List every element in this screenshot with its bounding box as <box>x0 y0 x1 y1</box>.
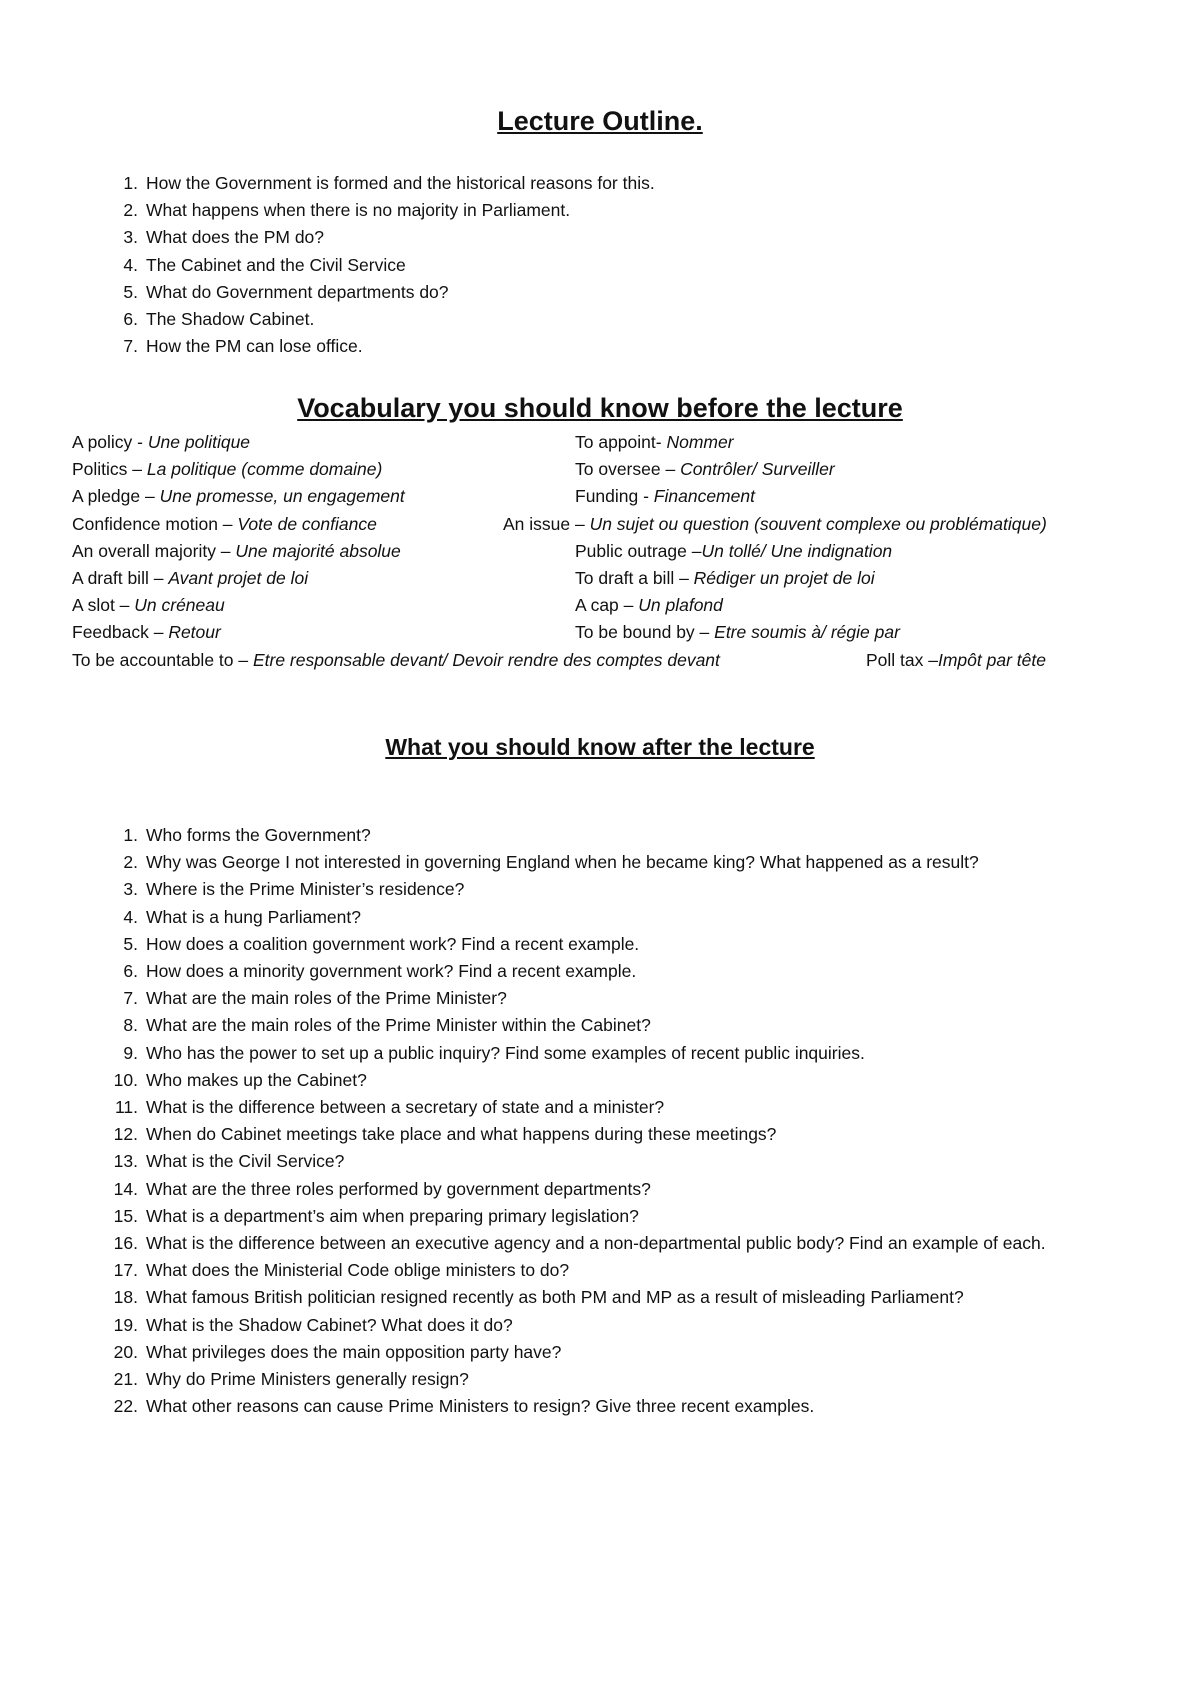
list-number: 19. <box>113 1314 138 1335</box>
list-item-text: What are the main roles of the Prime Minister within the Cabinet? <box>146 1015 651 1036</box>
vocab-term: Feedback – <box>72 622 169 643</box>
vocab-translation: Etre responsable devant/ Devoir rendre des comptes devant <box>252 649 720 670</box>
outline-item <box>123 333 1146 360</box>
question-item <box>123 985 1126 1012</box>
outline-item <box>123 306 1146 333</box>
list-item-text: What is the Shadow Cabinet? What does it do? <box>146 1314 513 1335</box>
list-item-text: What are the main roles of the Prime Minister? <box>146 988 507 1009</box>
vocab-entry-right <box>575 429 734 456</box>
list-number: 12. <box>113 1124 138 1145</box>
question-item <box>123 904 1126 931</box>
vocab-entry-right <box>575 538 892 565</box>
after-lecture-questions <box>113 822 1126 1420</box>
list-item-text: What other reasons can cause Prime Ministers to resign? Give three recent examples. <box>146 1396 815 1417</box>
list-item-text: What privileges does the main opposition party have? <box>146 1341 562 1362</box>
vocab-translation: Vote de confiance <box>237 513 377 534</box>
list-item-text: Who has the power to set up a public inquiry? Find some examples of recent public inquiries. <box>146 1042 865 1063</box>
question-item <box>113 1176 1126 1203</box>
list-item-text: Who forms the Government? <box>146 825 371 845</box>
list-number: 10. <box>113 1069 138 1090</box>
list-item-text: How the Government is formed and the historical reasons for this. <box>146 173 655 193</box>
vocab-term: An issue – <box>503 513 590 534</box>
list-item-text: How does a minority government work? Find a recent example. <box>146 961 637 982</box>
list-item-text: How does a coalition government work? Find a recent example. <box>146 933 640 954</box>
list-item-text: The Cabinet and the Civil Service <box>146 254 406 275</box>
vocab-translation: Une promesse, un engagement <box>159 486 405 507</box>
question-item <box>123 1012 1126 1039</box>
list-number: 6. <box>123 961 138 982</box>
question-item <box>113 1366 1126 1393</box>
outline-item <box>123 170 1146 197</box>
vocab-entry-left <box>72 619 221 646</box>
vocab-entry-left <box>72 483 405 510</box>
list-item-text: What do Government departments do? <box>146 281 449 302</box>
question-item <box>114 1094 1126 1121</box>
vocab-term: Funding - <box>575 486 654 507</box>
outline-item <box>123 252 1146 279</box>
vocab-entry-right <box>575 456 835 483</box>
vocab-entry-left <box>72 565 308 592</box>
list-number: 9. <box>123 1042 138 1063</box>
vocab-translation: Une majorité absolue <box>235 540 401 561</box>
list-number: 3. <box>123 879 138 900</box>
question-item <box>123 958 1126 985</box>
outline-item <box>123 197 1146 224</box>
vocab-translation: Nommer <box>666 432 734 452</box>
after-lecture-title: What you should know after the lecture <box>385 734 815 760</box>
list-number: 5. <box>123 933 138 954</box>
list-item-text: When do Cabinet meetings take place and what happens during these meetings? <box>146 1124 777 1145</box>
vocab-translation: Retour <box>168 622 221 643</box>
question-item <box>123 822 1126 849</box>
question-item <box>123 1040 1126 1067</box>
vocab-term: Politics – <box>72 459 147 480</box>
list-item-text: What does the Ministerial Code oblige ministers to do? <box>146 1260 570 1281</box>
list-number: 13. <box>113 1151 138 1172</box>
question-item <box>113 1067 1126 1094</box>
vocab-entry-left <box>72 592 225 619</box>
question-item <box>123 931 1126 958</box>
list-number: 4. <box>123 906 138 927</box>
list-number: 22. <box>113 1396 138 1417</box>
list-item-text: How the PM can lose office. <box>146 336 363 357</box>
question-item <box>113 1284 1126 1311</box>
list-number: 7. <box>123 336 138 357</box>
vocab-translation: Rédiger un projet de loi <box>693 568 875 588</box>
vocab-term: To oversee – <box>575 459 681 480</box>
vocab-translation: Avant projet de loi <box>168 568 309 588</box>
vocab-term: A draft bill – <box>72 568 169 588</box>
list-number: 1. <box>123 825 138 845</box>
list-item-text: What is a department’s aim when preparing primary legislation? <box>146 1205 639 1226</box>
list-number: 7. <box>123 988 138 1009</box>
list-number: 8. <box>123 1015 138 1036</box>
vocab-term: An overall majority – <box>72 540 236 561</box>
list-item-text: Why was George I not interested in governing England when he became king? What happened as a result? <box>146 852 979 873</box>
list-number: 16. <box>113 1233 138 1254</box>
vocab-translation: Contrôler/ Surveiller <box>680 459 835 480</box>
list-item-text: The Shadow Cabinet. <box>146 309 315 330</box>
vocab-term: To appoint- <box>575 432 667 452</box>
question-item <box>113 1393 1126 1420</box>
list-item-text: What is a hung Parliament? <box>146 906 361 927</box>
question-item <box>113 1257 1126 1284</box>
vocab-term: Poll tax – <box>866 649 938 670</box>
vocab-translation: Impôt par tête <box>937 649 1046 670</box>
list-item-text: What is the difference between an executive agency and a non-departmental public body? Find an example of each. <box>146 1233 1046 1254</box>
list-number: 3. <box>123 227 138 248</box>
question-item <box>113 1339 1126 1366</box>
vocab-translation: Une politique <box>147 432 251 452</box>
list-item-text: What famous British politician resigned recently as both PM and MP as a result of misleading Parliament? <box>146 1287 964 1308</box>
list-number: 21. <box>113 1369 138 1390</box>
vocab-entry-right <box>575 619 900 646</box>
list-number: 4. <box>123 254 138 275</box>
outline-item <box>123 224 1146 251</box>
question-item <box>123 849 1126 876</box>
vocab-entry-right <box>866 647 1046 674</box>
list-number: 15. <box>113 1205 138 1226</box>
list-number: 17. <box>113 1260 138 1281</box>
list-number: 11. <box>114 1097 138 1118</box>
vocabulary-title: Vocabulary you should know before the lecture <box>297 393 903 423</box>
list-number: 14. <box>113 1178 138 1199</box>
question-item <box>113 1312 1126 1339</box>
vocab-translation: Un sujet ou question (souvent complexe ou problématique) <box>589 513 1047 534</box>
question-item <box>113 1121 1126 1148</box>
lecture-outline-title: Lecture Outline. <box>497 106 703 136</box>
question-item <box>113 1148 1126 1175</box>
vocab-entry-left <box>72 647 720 674</box>
list-number: 18. <box>113 1287 138 1308</box>
vocab-term: Confidence motion – <box>72 513 238 534</box>
list-item-text: Where is the Prime Minister’s residence? <box>146 879 465 900</box>
list-number: 2. <box>123 852 138 873</box>
vocab-entry-right <box>575 483 755 510</box>
list-item-text: Who makes up the Cabinet? <box>146 1069 367 1090</box>
vocab-translation: Un plafond <box>638 595 723 616</box>
list-number: 6. <box>123 309 138 330</box>
list-item-text: What are the three roles performed by government departments? <box>146 1178 651 1199</box>
vocab-term: To be accountable to – <box>72 649 253 670</box>
vocab-translation: Etre soumis à/ régie par <box>714 622 900 643</box>
vocab-term: To be bound by – <box>575 622 715 643</box>
vocab-entry-left <box>72 511 377 538</box>
vocab-entry-left <box>72 456 382 483</box>
vocab-entry-right <box>503 511 1047 538</box>
vocab-entry-left <box>72 538 401 565</box>
vocab-translation: Un tollé/ Une indignation <box>701 540 893 561</box>
list-number: 5. <box>123 281 138 302</box>
list-item-text: What is the difference between a secretary of state and a minister? <box>146 1097 665 1118</box>
vocab-entry-right <box>575 592 723 619</box>
vocab-term: Public outrage – <box>575 540 702 561</box>
list-item-text: What is the Civil Service? <box>146 1151 345 1172</box>
question-item <box>113 1203 1126 1230</box>
vocab-translation: Un créneau <box>134 595 225 616</box>
list-item-text: Why do Prime Ministers generally resign? <box>146 1369 469 1390</box>
question-item <box>123 876 1126 903</box>
vocab-term: A pledge – <box>72 486 160 507</box>
vocab-term: A policy - <box>72 432 148 452</box>
vocab-translation: Financement <box>653 486 755 507</box>
list-number: 20. <box>113 1341 138 1362</box>
outline-item <box>123 279 1146 306</box>
vocab-term: A slot – <box>72 595 135 616</box>
list-number: 2. <box>123 200 138 221</box>
vocab-term: A cap – <box>575 595 639 616</box>
vocab-entry-left <box>72 429 250 456</box>
question-item <box>113 1230 1126 1257</box>
list-number: 1. <box>123 173 138 193</box>
list-item-text: What does the PM do? <box>146 227 325 248</box>
vocab-translation: La politique (comme domaine) <box>146 459 383 480</box>
vocab-entry-right <box>575 565 875 592</box>
lecture-outline-list <box>123 170 1146 360</box>
list-item-text: What happens when there is no majority in Parliament. <box>146 200 571 221</box>
vocab-term: To draft a bill – <box>575 568 694 588</box>
